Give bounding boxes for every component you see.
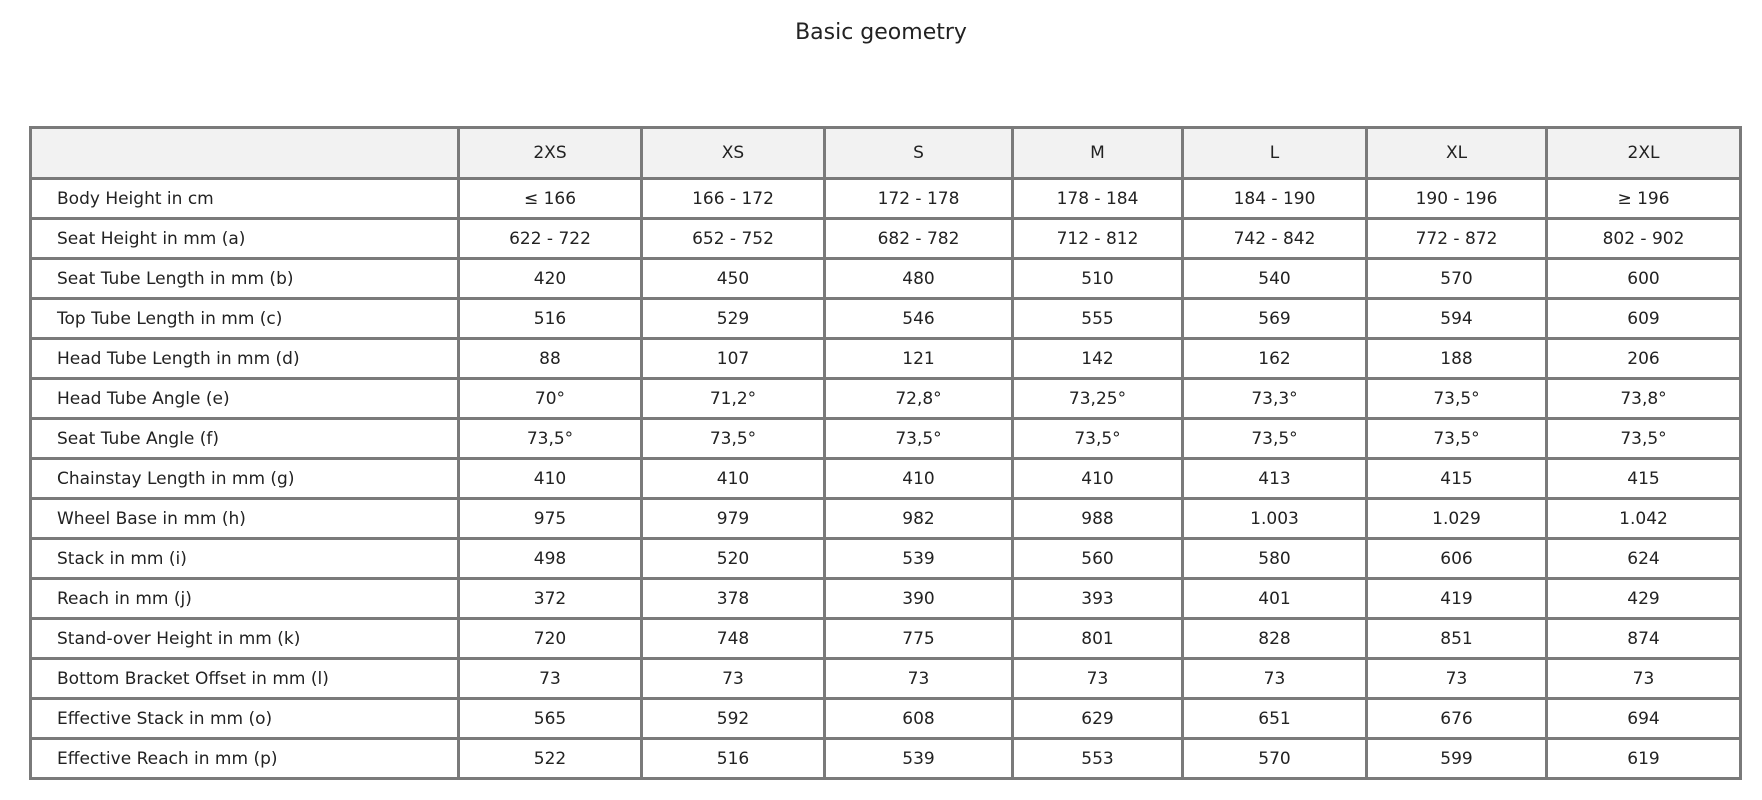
row-label: Wheel Base in mm (h) [31,499,459,539]
table-cell: 594 [1367,299,1547,339]
row-label: Effective Reach in mm (p) [31,739,459,779]
size-header: 2XL [1547,128,1741,179]
table-cell: 73 [459,659,642,699]
table-row [31,659,1741,699]
table-cell: 748 [642,619,825,659]
geometry-table [29,126,1742,780]
table-cell: 410 [459,459,642,499]
table-cell: 802 - 902 [1547,219,1741,259]
table-cell: 570 [1367,259,1547,299]
table-cell: 73,5° [642,419,825,459]
row-label: Head Tube Length in mm (d) [31,339,459,379]
table-cell: 410 [642,459,825,499]
corner-cell [31,128,459,179]
table-cell: 73,5° [825,419,1013,459]
size-header: XL [1367,128,1547,179]
row-label: Seat Tube Angle (f) [31,419,459,459]
table-cell: 624 [1547,539,1741,579]
row-label: Head Tube Angle (e) [31,379,459,419]
table-cell: 555 [1013,299,1183,339]
table-cell: 73,5° [1547,419,1741,459]
size-header: L [1183,128,1367,179]
table-cell: 498 [459,539,642,579]
table-row [31,299,1741,339]
table-cell: 415 [1547,459,1741,499]
row-label: Body Height in cm [31,179,459,219]
table-row [31,579,1741,619]
table-cell: 742 - 842 [1183,219,1367,259]
row-label: Stack in mm (i) [31,539,459,579]
table-cell: 979 [642,499,825,539]
row-label: Seat Height in mm (a) [31,219,459,259]
table-cell: 694 [1547,699,1741,739]
table-cell: 206 [1547,339,1741,379]
table-row [31,379,1741,419]
table-cell: 772 - 872 [1367,219,1547,259]
table-cell: 510 [1013,259,1183,299]
table-cell: 420 [459,259,642,299]
table-cell: 393 [1013,579,1183,619]
table-cell: 801 [1013,619,1183,659]
table-cell: 622 - 722 [459,219,642,259]
table-cell: 606 [1367,539,1547,579]
table-cell: 828 [1183,619,1367,659]
table-cell: 73,5° [1013,419,1183,459]
table-cell: 73 [1547,659,1741,699]
table-cell: 121 [825,339,1013,379]
table-cell: 72,8° [825,379,1013,419]
table-cell: 142 [1013,339,1183,379]
table-cell: 415 [1367,459,1547,499]
table-cell: 162 [1183,339,1367,379]
table-cell: 651 [1183,699,1367,739]
table-cell: 178 - 184 [1013,179,1183,219]
row-label: Bottom Bracket Offset in mm (l) [31,659,459,699]
size-header: 2XS [459,128,642,179]
table-cell: 600 [1547,259,1741,299]
table-cell: 682 - 782 [825,219,1013,259]
table-cell: 70° [459,379,642,419]
table-cell: 73,3° [1183,379,1367,419]
table-cell: 540 [1183,259,1367,299]
table-cell: 1.003 [1183,499,1367,539]
table-cell: 529 [642,299,825,339]
table-cell: 378 [642,579,825,619]
table-cell: 410 [825,459,1013,499]
table-cell: 390 [825,579,1013,619]
table-cell: 775 [825,619,1013,659]
table-cell: 720 [459,619,642,659]
table-cell: 73,5° [1367,379,1547,419]
table-row [31,219,1741,259]
table-cell: 188 [1367,339,1547,379]
table-cell: 372 [459,579,642,619]
size-header: M [1013,128,1183,179]
table-row [31,739,1741,779]
table-cell: 73,5° [459,419,642,459]
table-cell: 580 [1183,539,1367,579]
table-cell: 88 [459,339,642,379]
table-cell: 712 - 812 [1013,219,1183,259]
table-row [31,459,1741,499]
table-cell: 553 [1013,739,1183,779]
table-cell: 413 [1183,459,1367,499]
table-cell: 570 [1183,739,1367,779]
table-cell: 569 [1183,299,1367,339]
table-cell: 516 [459,299,642,339]
table-cell: 539 [825,539,1013,579]
size-header: XS [642,128,825,179]
table-cell: 609 [1547,299,1741,339]
table-cell: 419 [1367,579,1547,619]
table-row [31,699,1741,739]
table-row [31,499,1741,539]
table-cell: 676 [1367,699,1547,739]
table-cell: 851 [1367,619,1547,659]
table-cell: ≥ 196 [1547,179,1741,219]
table-cell: 480 [825,259,1013,299]
table-cell: 516 [642,739,825,779]
header-row [31,128,1741,179]
table-cell: 73,5° [1183,419,1367,459]
table-cell: 592 [642,699,825,739]
table-cell: 166 - 172 [642,179,825,219]
row-label: Chainstay Length in mm (g) [31,459,459,499]
page-title: Basic geometry [795,20,967,45]
table-cell: 539 [825,739,1013,779]
table-cell: 619 [1547,739,1741,779]
table-cell: 520 [642,539,825,579]
table-cell: 410 [1013,459,1183,499]
table-cell: 975 [459,499,642,539]
size-header: S [825,128,1013,179]
table-cell: 652 - 752 [642,219,825,259]
table-cell: 190 - 196 [1367,179,1547,219]
table-cell: 1.042 [1547,499,1741,539]
table-cell: 73 [1183,659,1367,699]
table-cell: 184 - 190 [1183,179,1367,219]
table-cell: 629 [1013,699,1183,739]
row-label: Seat Tube Length in mm (b) [31,259,459,299]
table-cell: 107 [642,339,825,379]
table-cell: 73 [1013,659,1183,699]
table-row [31,179,1741,219]
table-row [31,259,1741,299]
table-cell: ≤ 166 [459,179,642,219]
table-row [31,539,1741,579]
table-cell: 982 [825,499,1013,539]
table-cell: 608 [825,699,1013,739]
table-row [31,419,1741,459]
table-cell: 565 [459,699,642,739]
table-cell: 73 [642,659,825,699]
table-cell: 546 [825,299,1013,339]
table-cell: 73 [825,659,1013,699]
table-cell: 73 [1367,659,1547,699]
table-row [31,619,1741,659]
table-cell: 429 [1547,579,1741,619]
table-cell: 401 [1183,579,1367,619]
table-cell: 1.029 [1367,499,1547,539]
table-cell: 73,8° [1547,379,1741,419]
table-cell: 522 [459,739,642,779]
row-label: Stand-over Height in mm (k) [31,619,459,659]
row-label: Reach in mm (j) [31,579,459,619]
table-cell: 988 [1013,499,1183,539]
table-cell: 874 [1547,619,1741,659]
table-cell: 172 - 178 [825,179,1013,219]
table-cell: 73,5° [1367,419,1547,459]
table-cell: 560 [1013,539,1183,579]
table-cell: 73,25° [1013,379,1183,419]
table-cell: 450 [642,259,825,299]
table-cell: 599 [1367,739,1547,779]
row-label: Top Tube Length in mm (c) [31,299,459,339]
row-label: Effective Stack in mm (o) [31,699,459,739]
table-row [31,339,1741,379]
table-cell: 71,2° [642,379,825,419]
